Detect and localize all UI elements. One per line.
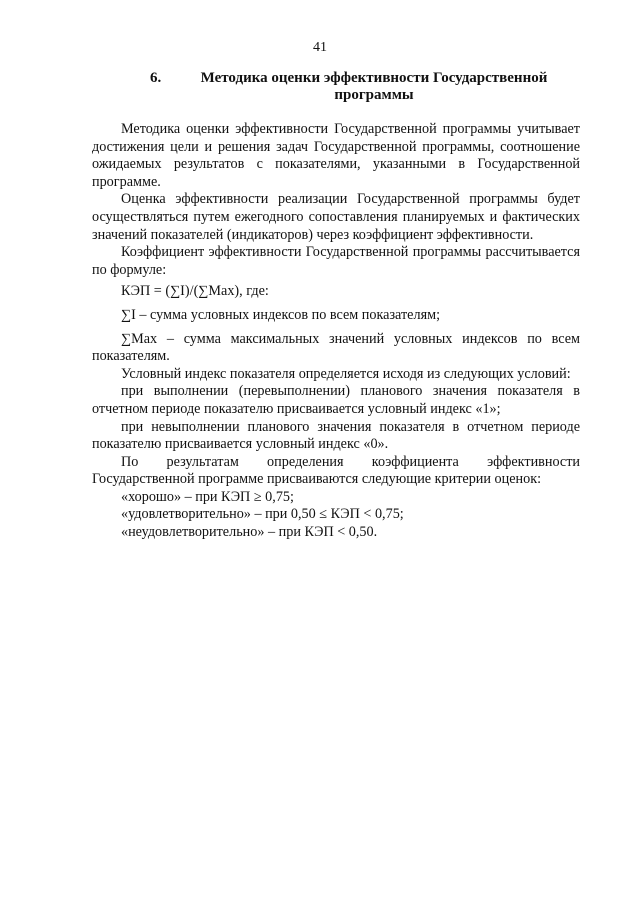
criterion-good: «хорошо» – при КЭП ≥ 0,75;: [121, 488, 294, 505]
document-body: [92, 121, 580, 542]
paragraph-conditional-index: Условный индекс показателя определяется исходя из следующих условий:: [121, 365, 571, 382]
criterion-satisfactory: «удовлетворительно» – при 0,50 ≤ КЭП < 0,75;: [121, 506, 404, 523]
page-number: 41: [313, 40, 327, 55]
criterion-unsatisfactory: «неудовлетворительно» – при КЭП < 0,50.: [121, 524, 378, 541]
paragraph-methodology-intro: Методика оценки эффективности Государственной программы учитывает достижения цели и решения задач Государственной программы, соотношение ожидаемых результатов с показателями, указанными в Государственной программе.: [92, 121, 580, 190]
section-heading: [92, 70, 548, 104]
paragraph-assessment: Оценка эффективности реализации Государственной программы будет осуществляться путем ежегодного сопоставления планируемых и фактических значений показателей (индикаторов) через коэффициент эффективности.: [92, 191, 580, 243]
definition-sum-indices: ∑I – сумма условных индексов по всем показателям;: [121, 306, 441, 323]
section-number: 6.: [150, 70, 162, 86]
section-title-line-2: программы: [334, 87, 414, 103]
section-title-line-1: Методика оценки эффективности Государственной: [200, 70, 548, 86]
formula-kep: КЭП = (∑I)/(∑Max), где:: [121, 283, 269, 300]
definition-sum-max: ∑Max – сумма максимальных значений условных индексов по всем показателям.: [92, 330, 580, 365]
section-title: [200, 70, 548, 104]
paragraph-criteria-intro: По результатам определения коэффициента эффективности Государственной программе присваиваются следующие критерии оценок:: [92, 453, 580, 488]
paragraph-fulfillment: при выполнении (перевыполнении) планового значения показателя в отчетном периоде показателю присваивается условный индекс «1»;: [92, 383, 580, 417]
paragraph-coefficient: Коэффициент эффективности Государственной программы рассчитывается по формуле:: [92, 244, 580, 278]
paragraph-nonfulfillment: при невыполнении планового значения показателя в отчетном периоде показателю присваивается условный индекс «0».: [92, 418, 580, 453]
